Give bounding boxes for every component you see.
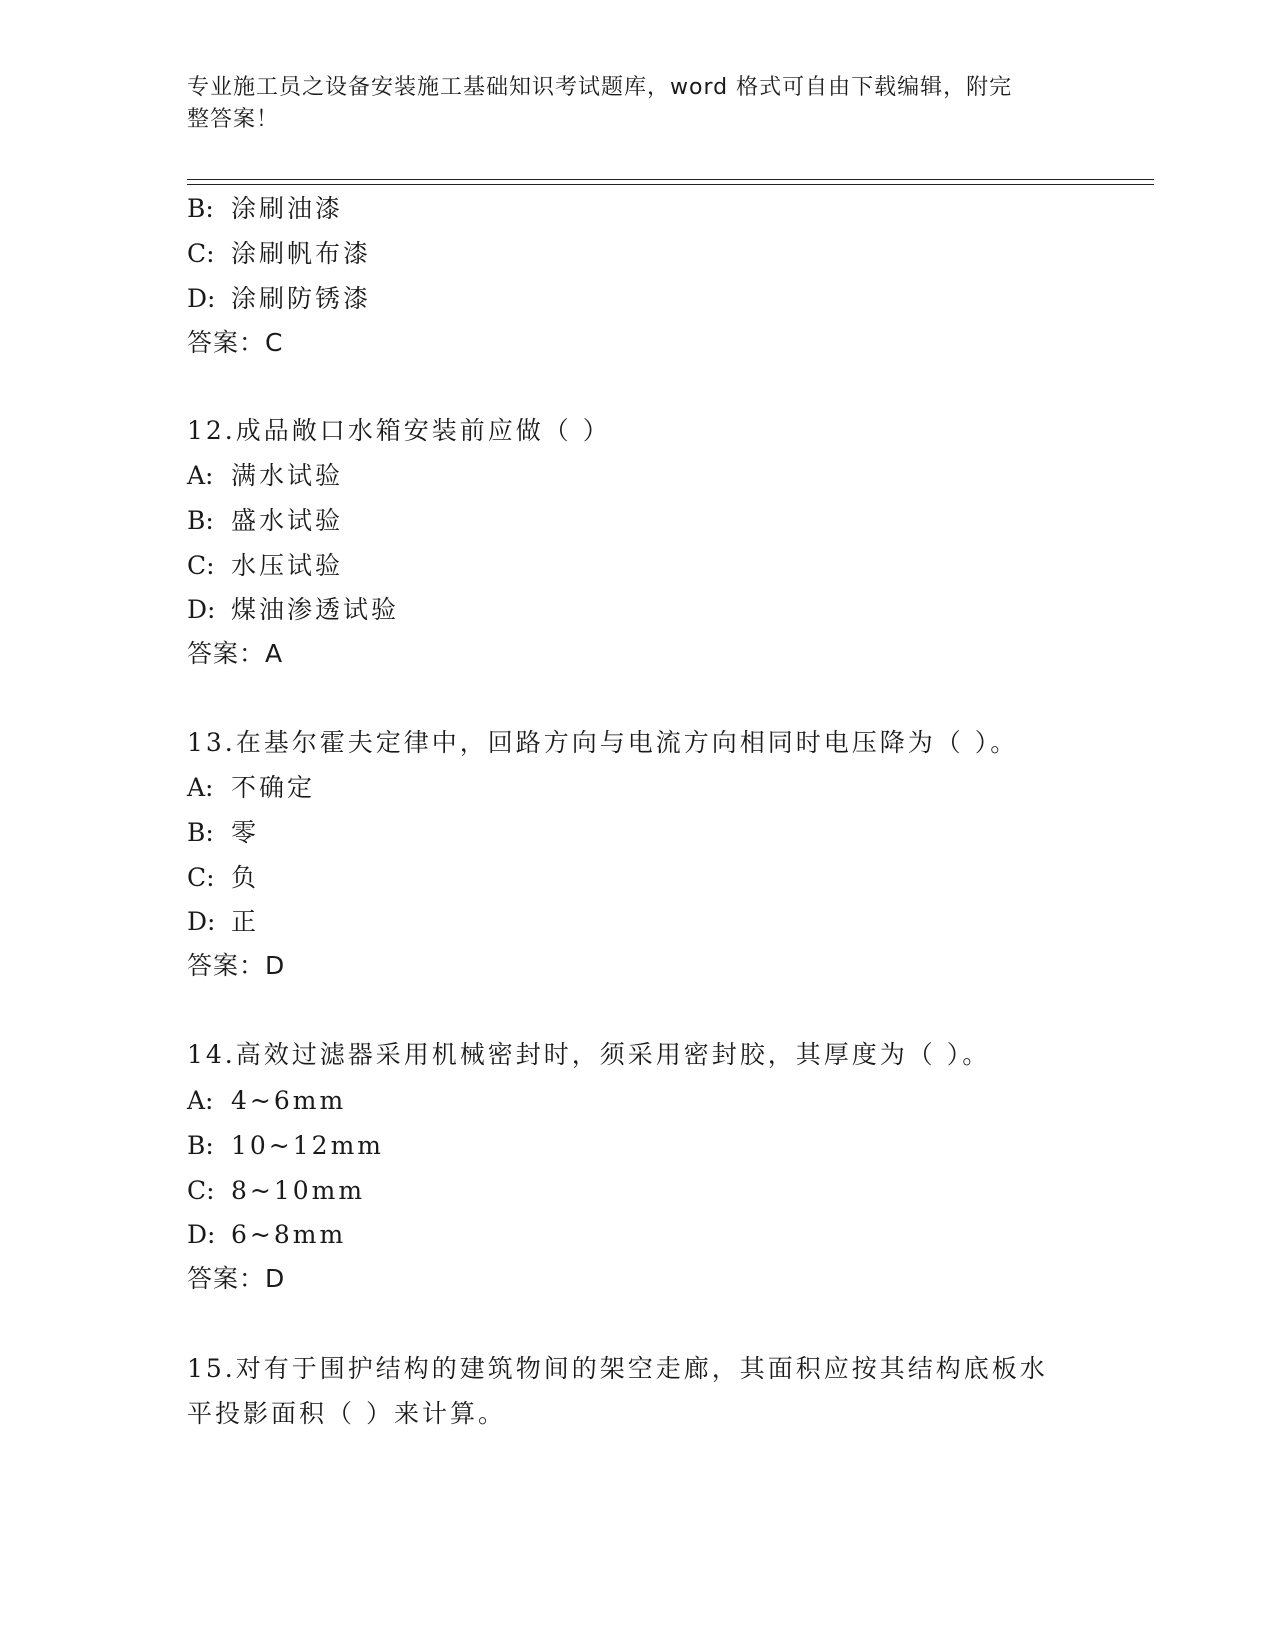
option-label: A: — [187, 773, 214, 802]
q14-option-c — [187, 1175, 365, 1207]
option-label: D: — [187, 284, 216, 313]
option-text: 6~8mm — [231, 1220, 347, 1249]
option-label: B: — [187, 818, 214, 847]
document-header — [187, 72, 1067, 136]
option-label: A: — [187, 461, 214, 490]
option-text: 煤油渗透试验 — [231, 595, 400, 624]
q12-option-d — [187, 594, 399, 626]
q13-option-a — [187, 772, 315, 804]
option-text: 盛水试验 — [231, 506, 344, 535]
option-text: 零 — [231, 818, 260, 847]
q13-option-b — [187, 817, 259, 849]
option-text: 满水试验 — [231, 461, 344, 490]
option-label: B: — [187, 194, 214, 223]
option-label: C: — [187, 551, 215, 580]
q15-stem-line-1: 15.对有于围护结构的建筑物间的架空走廊，其面积应按其结构底板水 — [187, 1354, 1048, 1383]
q11-option-b — [187, 193, 343, 225]
q12-stem: 12.成品敞口水箱安装前应做（ ） — [187, 416, 611, 445]
option-label: D: — [187, 1220, 216, 1249]
q11-option-c — [187, 238, 371, 270]
header-line-2: 整答案！ — [187, 107, 280, 132]
q15-stem-line-2: 平投影面积（ ）来计算。 — [187, 1399, 506, 1428]
q13-option-d — [187, 906, 259, 938]
option-label: D: — [187, 595, 216, 624]
q13-option-c — [187, 862, 259, 894]
q14-option-b — [187, 1130, 384, 1162]
option-text: 不确定 — [231, 773, 316, 802]
option-text: 8~10mm — [231, 1176, 366, 1205]
option-label: C: — [187, 863, 215, 892]
option-text: 涂刷帆布漆 — [231, 239, 372, 268]
option-label: D: — [187, 907, 216, 936]
q14-option-a — [187, 1085, 346, 1117]
q13-stem: 13.在基尔霍夫定律中，回路方向与电流方向相同时电压降为（ ）。 — [187, 728, 1019, 757]
option-text: 负 — [231, 863, 260, 892]
q13-answer: 答案：D — [187, 951, 286, 980]
option-text: 正 — [231, 907, 260, 936]
option-text: 10~12mm — [231, 1131, 384, 1160]
option-label: C: — [187, 239, 215, 268]
q12-option-a — [187, 460, 343, 492]
q14-option-d — [187, 1219, 346, 1251]
option-text: 水压试验 — [231, 551, 344, 580]
q12-option-b — [187, 505, 343, 537]
option-text: 涂刷防锈漆 — [231, 284, 372, 313]
option-text: 涂刷油漆 — [231, 194, 344, 223]
option-label: B: — [187, 1131, 214, 1160]
option-label: A: — [187, 1086, 214, 1115]
q14-stem: 14.高效过滤器采用机械密封时，须采用密封胶，其厚度为（ ）。 — [187, 1040, 991, 1069]
q11-answer: 答案：C — [187, 328, 284, 357]
option-label: B: — [187, 506, 214, 535]
q11-option-d — [187, 283, 371, 315]
header-rule-top — [187, 179, 1154, 180]
header-line-1: 专业施工员之设备安装施工基础知识考试题库，word 格式可自由下载编辑，附完 — [187, 75, 1013, 100]
q14-answer: 答案：D — [187, 1264, 286, 1293]
header-rule-bottom — [187, 184, 1154, 185]
q12-option-c — [187, 550, 343, 582]
q12-answer: 答案：A — [187, 639, 284, 668]
option-label: C: — [187, 1176, 215, 1205]
option-text: 4~6mm — [231, 1086, 347, 1115]
